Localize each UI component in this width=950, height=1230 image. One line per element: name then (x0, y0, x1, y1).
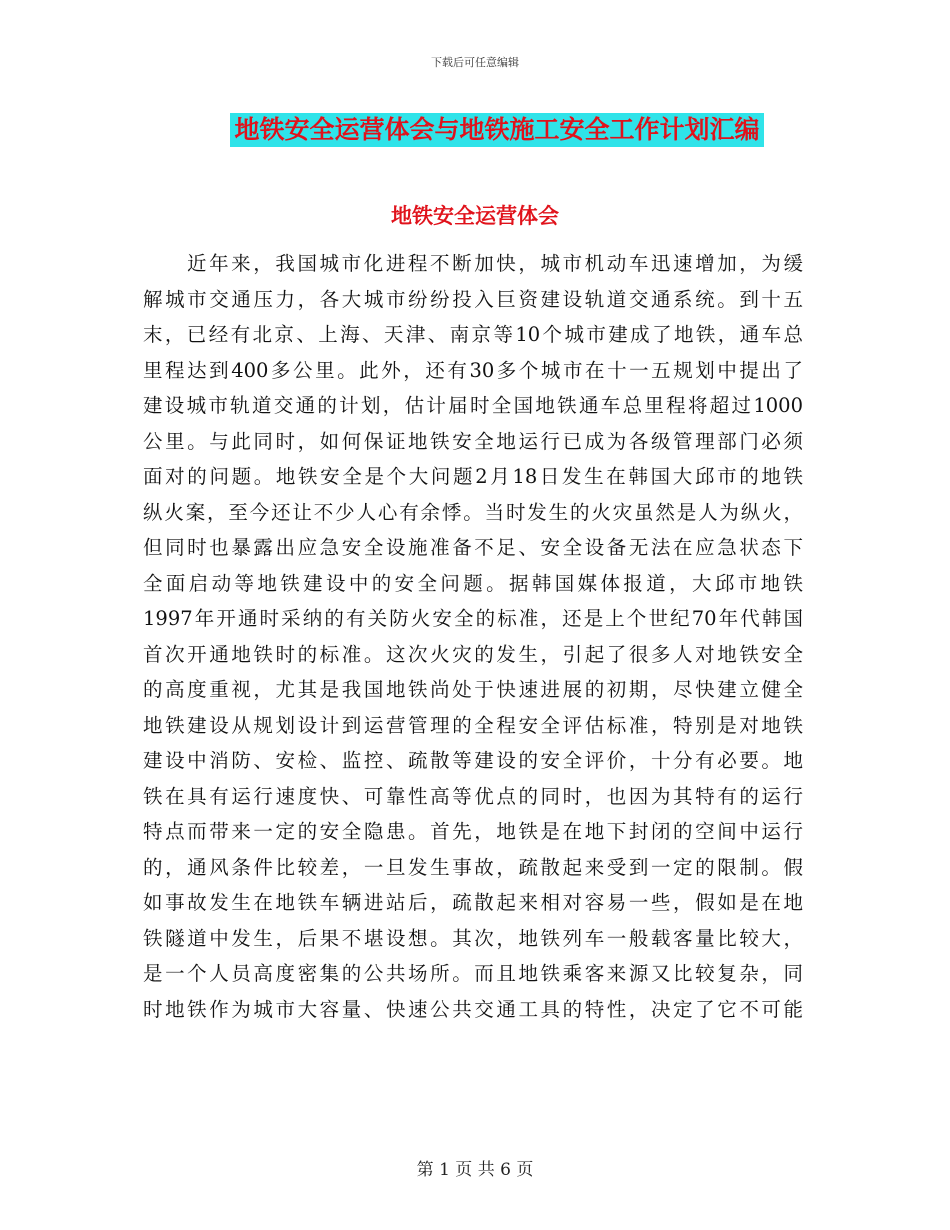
body-line: 时地铁作为城市大容量、快速公共交通工具的特性，决定了它不可能 (143, 997, 803, 1021)
body-line: 纵火案，至今还让不少人心有余悸。当时发生的火灾虽然是人为纵火， (143, 500, 803, 524)
page-number-footer: 第 1 页 共 6 页 (416, 1160, 534, 1180)
body-line: 1997年开通时采纳的有关防火安全的标准，还是上个世纪70年代韩国 (143, 607, 803, 630)
body-line: 特点而带来一定的安全隐患。首先，地铁是在地下封闭的空间中运行 (143, 820, 803, 843)
body-line: 近年来，我国城市化进程不断加快，城市机动车迅速增加，为缓 (187, 252, 803, 275)
header-note: 下载后可任意编辑 (431, 56, 519, 69)
body-line: 地铁建设从规划设计到运营管理的全程安全评估标准，特别是对地铁 (143, 713, 803, 737)
document-title-container (0, 113, 950, 147)
body-line: 但同时也暴露出应急安全设施准备不足、安全设备无法在应急状态下 (143, 536, 803, 559)
body-line: 末，已经有北京、上海、天津、南京等10个城市建成了地铁，通车总 (143, 323, 803, 346)
body-line: 的高度重视，尤其是我国地铁尚处于快速进展的初期，尽快建立健全 (143, 678, 803, 701)
body-line: 建设城市轨道交通的计划，估计届时全国地铁通车总里程将超过1000 (143, 394, 803, 417)
body-line: 首次开通地铁时的标准。这次火灾的发生，引起了很多人对地铁安全 (143, 642, 803, 666)
body-line: 全面启动等地铁建设中的安全问题。据韩国媒体报道，大邱市地铁 (143, 571, 803, 595)
body-line: 的，通风条件比较差，一旦发生事故，疏散起来受到一定的限制。假 (143, 855, 803, 879)
body-line: 如事故发生在地铁车辆进站后，疏散起来相对容易一些，假如是在地 (143, 891, 803, 914)
body-line: 面对的问题。地铁安全是个大问题2月18日发生在韩国大邱市的地铁 (143, 465, 803, 488)
body-line: 建设中消防、安检、监控、疏散等建设的安全评价，十分有必要。地 (143, 749, 803, 772)
body-line: 铁隧道中发生，后果不堪设想。其次，地铁列车一般载客量比较大， (143, 926, 803, 950)
body-line: 是一个人员高度密集的公共场所。而且地铁乘客来源又比较复杂，同 (143, 962, 803, 985)
document-title: 地铁安全运营体会与地铁施工安全工作计划汇编 (230, 113, 763, 147)
body-line: 公里。与此同时，如何保证地铁安全地运行已成为各级管理部门必须 (143, 429, 803, 453)
body-line: 铁在具有运行速度快、可靠性高等优点的同时，也因为其特有的运行 (143, 784, 803, 808)
body-paragraph (143, 246, 803, 1027)
section-title: 地铁安全运营体会 (391, 204, 559, 228)
body-line: 解城市交通压力，各大城市纷纷投入巨资建设轨道交通系统。到十五 (143, 287, 803, 311)
body-line: 里程达到400多公里。此外，还有30多个城市在十一五规划中提出了 (143, 358, 803, 382)
